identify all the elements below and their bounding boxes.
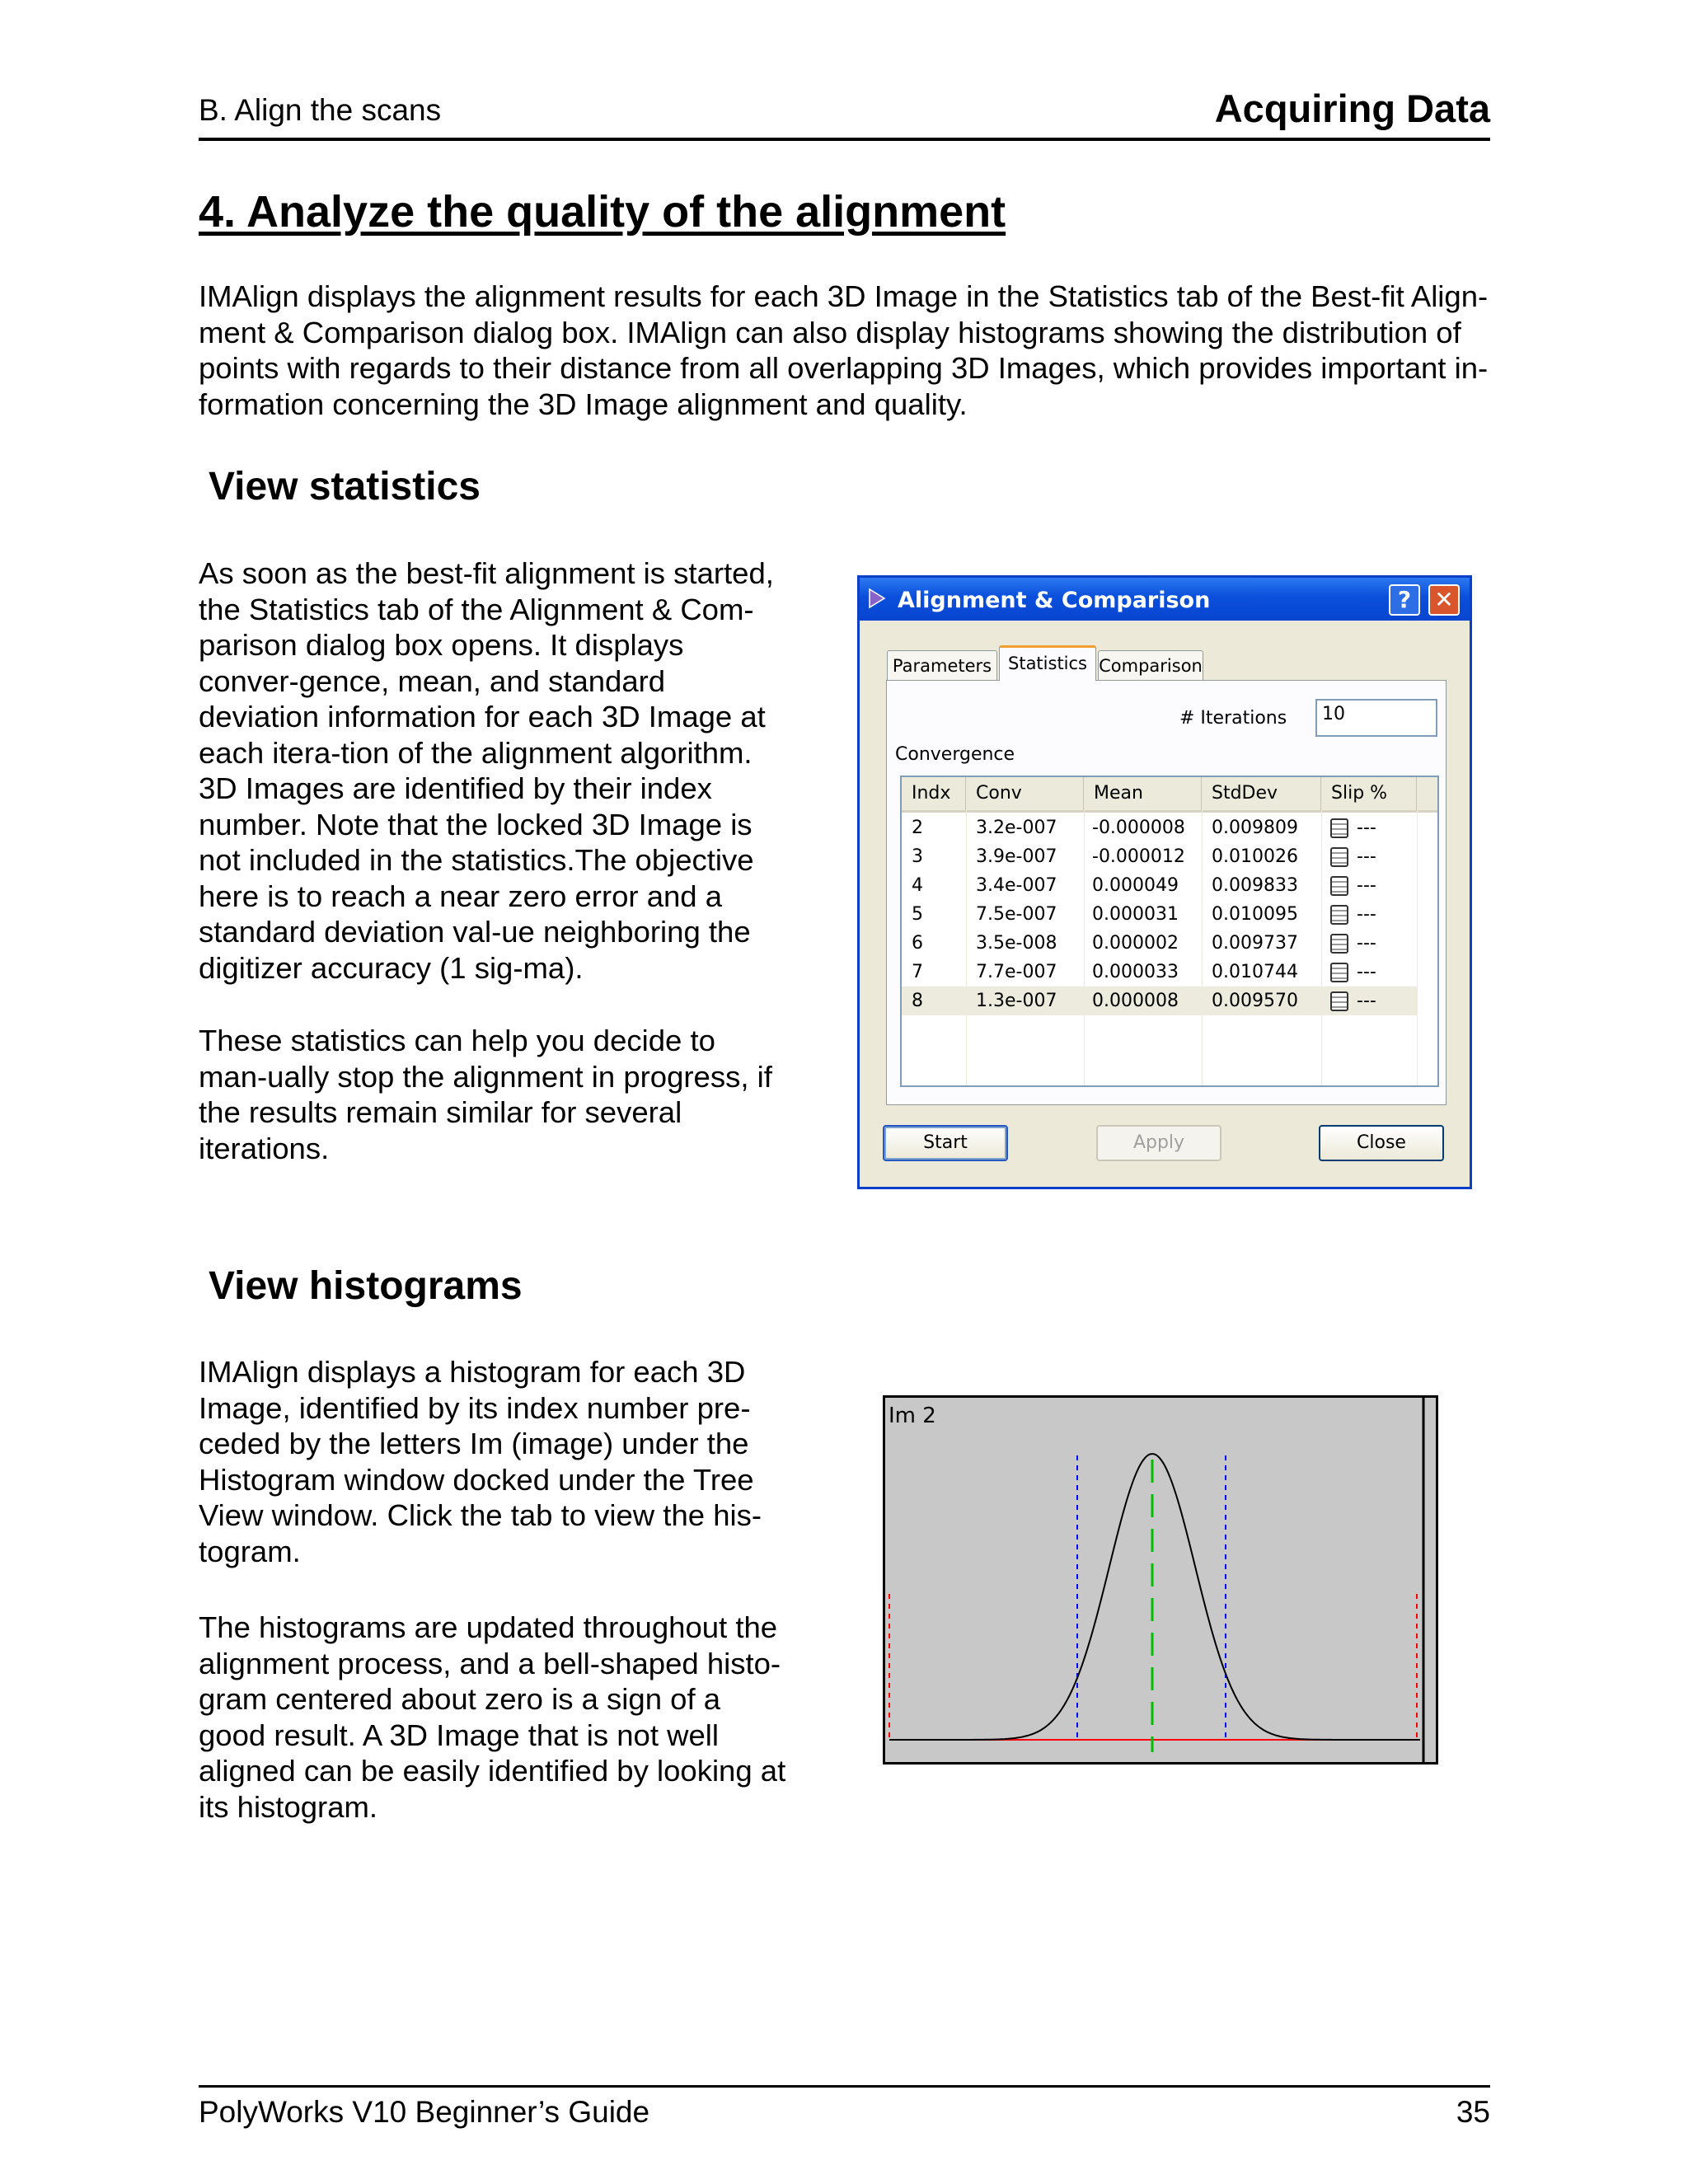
cell-mean: -0.000008 — [1092, 818, 1185, 838]
tab-parameters[interactable]: Parameters — [887, 650, 997, 680]
close-icon[interactable]: ✕ — [1428, 584, 1460, 616]
table-row[interactable] — [902, 987, 1417, 1015]
document-icon — [1330, 905, 1348, 925]
iterations-input[interactable]: 10 — [1315, 699, 1437, 737]
cell-mean: 0.000049 — [1092, 875, 1179, 896]
alignment-dialog — [857, 575, 1472, 1189]
column-header-slip[interactable]: Slip % — [1321, 777, 1417, 810]
cell-stddev: 0.010026 — [1212, 846, 1298, 867]
slip-value: --- — [1357, 818, 1376, 838]
stats-paragraph-2: These statistics can help you decide to man-ually stop the alignment in progress, if the results remain similar for several iterations. — [199, 1024, 772, 1165]
table-row[interactable] — [902, 842, 1417, 871]
cell-conv: 3.4e-007 — [976, 875, 1057, 896]
stats-heading: View statistics — [209, 465, 481, 509]
convergence-label: Convergence — [895, 744, 1015, 765]
convergence-table[interactable] — [900, 776, 1439, 1087]
cell-conv: 3.9e-007 — [976, 846, 1057, 867]
cell-slip — [1330, 987, 1376, 1015]
slip-value: --- — [1357, 904, 1376, 925]
cell-indx: 6 — [912, 933, 923, 954]
cell-mean: 0.000008 — [1092, 991, 1179, 1011]
apply-button[interactable]: Apply — [1096, 1125, 1221, 1161]
histogram-heading: View histograms — [209, 1264, 523, 1308]
cell-slip — [1330, 900, 1376, 929]
cell-stddev: 0.010095 — [1212, 904, 1298, 925]
cell-stddev: 0.009809 — [1212, 818, 1298, 838]
document-icon — [1330, 876, 1348, 896]
close-button[interactable]: Close — [1319, 1125, 1444, 1161]
cell-conv: 7.5e-007 — [976, 904, 1057, 925]
slip-value: --- — [1357, 933, 1376, 954]
cell-slip — [1330, 842, 1376, 871]
cell-stddev: 0.009737 — [1212, 933, 1298, 954]
column-header-mean[interactable]: Mean — [1084, 777, 1202, 810]
column-header-conv[interactable]: Conv — [966, 777, 1084, 810]
cell-slip — [1330, 813, 1376, 842]
cell-mean: 0.000031 — [1092, 904, 1179, 925]
cell-slip — [1330, 958, 1376, 987]
slip-value: --- — [1357, 875, 1376, 896]
header-rule — [199, 138, 1490, 141]
cell-indx: 8 — [912, 991, 923, 1011]
slip-value: --- — [1357, 846, 1376, 867]
document-icon — [1330, 934, 1348, 954]
histogram-plot — [885, 1398, 1436, 1762]
iterations-label: # Iterations — [1179, 708, 1287, 729]
column-header-indx[interactable]: Indx — [902, 777, 966, 810]
footer-rule — [199, 2085, 1490, 2088]
document-icon — [1330, 963, 1348, 982]
table-row[interactable] — [902, 929, 1417, 958]
cell-stddev: 0.009570 — [1212, 991, 1298, 1011]
cell-conv: 3.2e-007 — [976, 818, 1057, 838]
app-icon — [868, 588, 886, 609]
histogram-tab-label: Im 2 — [889, 1404, 936, 1428]
grid-line — [1417, 810, 1418, 1087]
cell-indx: 4 — [912, 875, 923, 896]
slip-value: --- — [1357, 962, 1376, 982]
cell-stddev: 0.010744 — [1212, 962, 1298, 982]
dialog-titlebar[interactable] — [860, 578, 1470, 621]
cell-indx: 3 — [912, 846, 923, 867]
histogram-paragraph-1: IMAlign displays a histogram for each 3D Image, identified by its index number pre-ceded by the letters Im (image) under the Histogram window docked under the Tree View window. Click the tab to view the his-togram. — [199, 1355, 762, 1568]
page-title: 4. Analyze the quality of the alignment — [199, 187, 1006, 237]
histogram-paragraph-2: The histograms are updated throughout the alignment process, and a bell-shaped histo-gram centered about zero is a sign of a good result. A 3D Image that is not well aligned can be easily identified by looking at its histogram. — [199, 1610, 786, 1824]
table-row[interactable] — [902, 900, 1417, 929]
header-section: B. Align the scans — [199, 93, 442, 127]
tab-comparison[interactable]: Comparison — [1098, 650, 1203, 680]
cell-mean: 0.000002 — [1092, 933, 1179, 954]
table-row[interactable] — [902, 871, 1417, 900]
histogram-window — [883, 1395, 1438, 1765]
document-icon — [1330, 818, 1348, 838]
cell-conv: 1.3e-007 — [976, 991, 1057, 1011]
cell-slip — [1330, 871, 1376, 900]
cell-slip — [1330, 929, 1376, 958]
dialog-title: Alignment & Comparison — [898, 588, 1211, 613]
document-icon — [1330, 847, 1348, 867]
table-row[interactable] — [902, 813, 1417, 842]
header-chapter: Acquiring Data — [1214, 87, 1490, 130]
cell-conv: 3.5e-008 — [976, 933, 1057, 954]
document-icon — [1330, 991, 1348, 1011]
table-row[interactable] — [902, 958, 1417, 987]
intro-paragraph: IMAlign displays the alignment results for each 3D Image in the Statistics tab of the Best-fit Align-ment & Comparison dialog box. IMAlign can also display histograms showing the distribution of points with regards to their distance from all overlapping 3D Images, which provides important in-formation concerning the 3D Image alignment and quality. — [199, 279, 1489, 421]
cell-indx: 5 — [912, 904, 923, 925]
column-header-stddev[interactable]: StdDev — [1202, 777, 1321, 810]
cell-stddev: 0.009833 — [1212, 875, 1298, 896]
page-number: 35 — [1456, 2095, 1490, 2129]
help-button[interactable]: ? — [1389, 584, 1420, 616]
histogram-curve — [889, 1454, 1420, 1740]
start-button[interactable]: Start — [883, 1125, 1008, 1161]
cell-mean: -0.000012 — [1092, 846, 1185, 867]
footer-guide-title: PolyWorks V10 Beginner’s Guide — [199, 2095, 650, 2129]
cell-indx: 7 — [912, 962, 923, 982]
stats-paragraph-1: As soon as the best-fit alignment is started, the Statistics tab of the Alignment & Com-parison dialog box opens. It displays conver-gence, mean, and standard deviation information for each 3D Image at each itera-tion of the alignment algorithm. 3D Images are identified by their index number. Note that the locked 3D Image is not included in the statistics.The objective here is to reach a near zero error and a standard deviation val-ue neighboring the digitizer accuracy (1 sig-ma). — [199, 556, 774, 985]
cell-conv: 7.7e-007 — [976, 962, 1057, 982]
slip-value: --- — [1357, 991, 1376, 1011]
cell-mean: 0.000033 — [1092, 962, 1179, 982]
cell-indx: 2 — [912, 818, 923, 838]
table-header — [902, 777, 1437, 813]
tab-statistics[interactable]: Statistics — [999, 645, 1096, 681]
